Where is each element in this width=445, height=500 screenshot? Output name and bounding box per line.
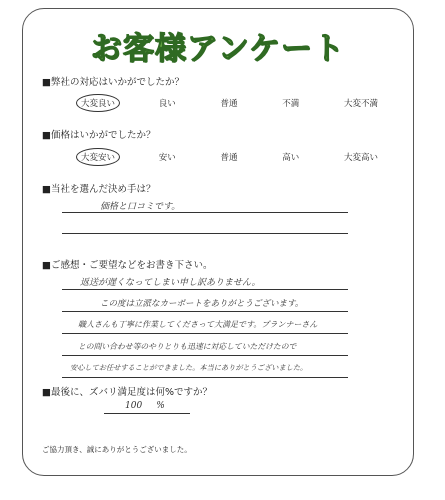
option-price-expensive[interactable]: 高い <box>282 153 300 163</box>
comment-rule <box>62 355 348 356</box>
option-service-very-good[interactable]: 大変良い <box>76 94 120 112</box>
satisfaction-value: 100 <box>125 401 143 411</box>
option-price-cheap[interactable]: 安い <box>158 153 176 163</box>
option-service-good[interactable]: 良い <box>158 99 176 109</box>
comment-line-1: 返送が遅くなってしまい申し訳ありません。 <box>80 278 261 288</box>
question-service: ■弊社の対応はいかがでしたか？ <box>42 77 184 88</box>
option-price-average[interactable]: 普通 <box>220 153 238 163</box>
comment-rule <box>62 377 348 378</box>
question-reason: ■当社を選んだ決め手は？ <box>42 184 156 195</box>
satisfaction-answer <box>125 401 165 411</box>
question-price: ■価格はいかがでしたか？ <box>42 130 156 141</box>
survey-title: お客様アンケート <box>90 31 346 67</box>
comment-rule <box>62 333 348 334</box>
answer-reason: 価格と口コミです。 <box>100 202 181 212</box>
comment-line-5: 安心してお任せすることができました。本当にありがとうございました。 <box>70 363 308 372</box>
options-price <box>80 151 380 163</box>
answer-line <box>62 233 348 234</box>
options-service <box>80 97 380 109</box>
comment-line-3: 職人さんも丁寧に作業してくださって大満足です。プランナーさん <box>78 320 318 329</box>
question-comments: ■ご感想・ご要望などをお書き下さい。 <box>42 260 213 271</box>
comment-rule <box>62 311 348 312</box>
option-service-unsatisfied[interactable]: 不満 <box>282 99 300 109</box>
comment-rule <box>62 289 348 290</box>
comment-line-4: との問い合わせ等のやりとりも迅速に対応していただけたので <box>78 342 297 351</box>
option-service-very-unsatisfied[interactable]: 大変不満 <box>343 99 378 109</box>
answer-line <box>62 212 348 213</box>
satisfaction-line <box>104 413 190 414</box>
option-service-average[interactable]: 普通 <box>220 99 238 109</box>
option-price-very-expensive[interactable]: 大変高い <box>343 153 378 163</box>
satisfaction-unit: % <box>156 401 165 411</box>
thank-you-note: ご協力頂き、誠にありがとうございました。 <box>42 445 192 454</box>
option-price-very-cheap[interactable]: 大変安い <box>76 148 120 166</box>
comment-line-2: この度は立派なカーポートをありがとうございます。 <box>100 299 304 309</box>
question-satisfaction: ■最後に、ズバリ満足度は何%ですか？ <box>42 387 213 398</box>
